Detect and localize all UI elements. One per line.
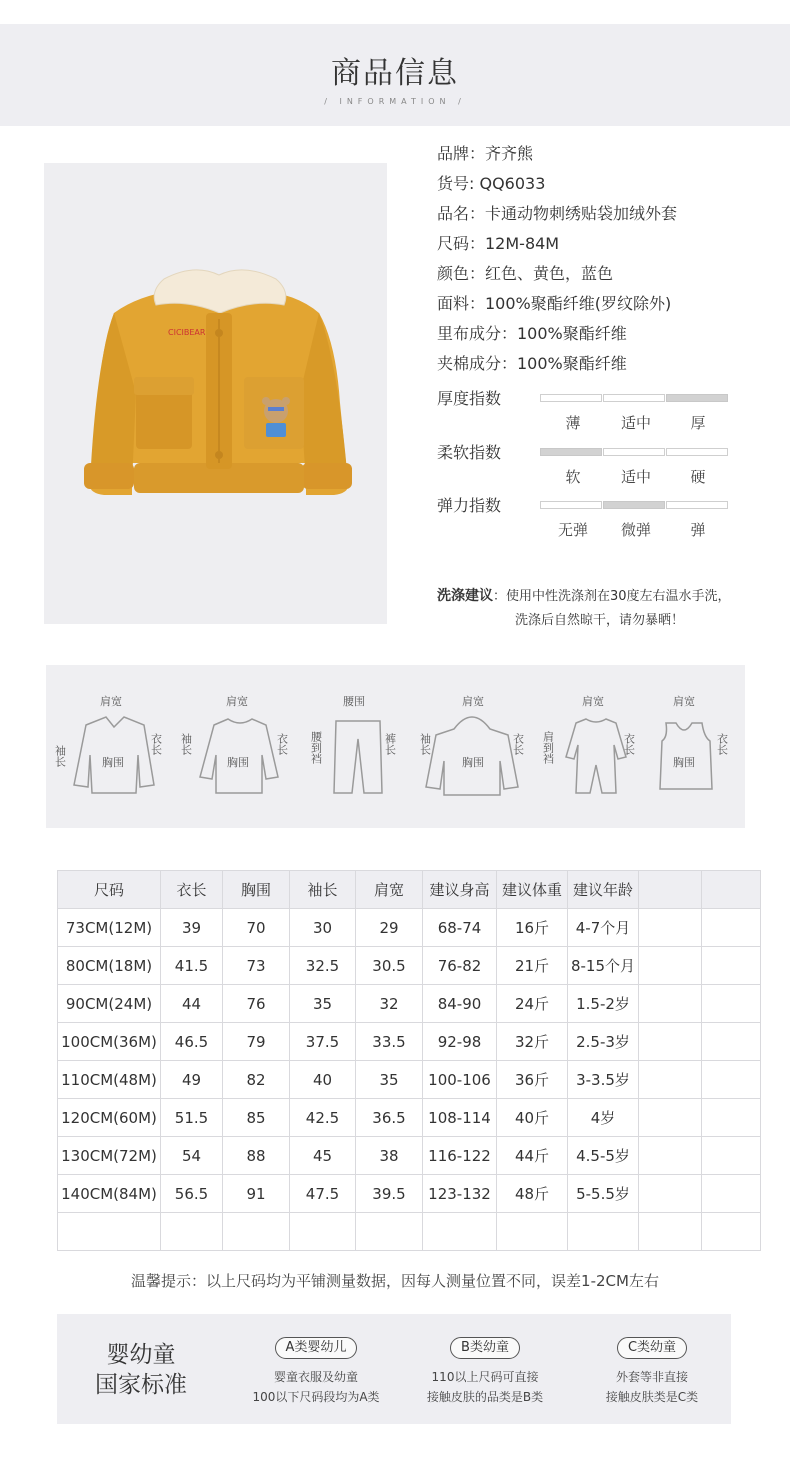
table-cell: 130CM(72M) xyxy=(58,1137,161,1175)
table-header-row xyxy=(58,871,761,909)
table-cell: 88 xyxy=(223,1137,290,1175)
standard-title-line1: 婴幼童 xyxy=(106,1342,176,1368)
washing-line2: 洗涤后自然晾干，请勿暴晒！ xyxy=(515,613,685,628)
label-length: 衣长 xyxy=(275,733,289,755)
table-cell: 37.5 xyxy=(290,1023,356,1061)
table-cell: 56.5 xyxy=(161,1175,223,1213)
table-cell xyxy=(639,1175,702,1213)
table-cell: 36斤 xyxy=(497,1061,568,1099)
class-desc-line2: 接触皮肤的品类是B类 xyxy=(426,1390,544,1404)
table-cell xyxy=(58,1213,161,1251)
info-padding: 夹棉成分：100%聚酯纤维 xyxy=(437,354,627,373)
table-cell: 100CM(36M) xyxy=(58,1023,161,1061)
index-bar xyxy=(540,501,602,509)
info-size: 尺码：12M-84M xyxy=(437,234,560,253)
table-cell: 46.5 xyxy=(161,1023,223,1061)
label-shoulder: 肩宽 xyxy=(462,695,484,708)
table-cell: 16斤 xyxy=(497,909,568,947)
label-waist-to-crotch: 腰到裆 xyxy=(309,731,323,764)
table-cell xyxy=(639,985,702,1023)
table-cell xyxy=(702,1099,761,1137)
index-option: 厚 xyxy=(690,414,706,432)
index-bar xyxy=(603,394,665,402)
table-cell: 79 xyxy=(223,1023,290,1061)
class-b xyxy=(400,1336,570,1407)
info-fabric: 面料：100%聚酯纤维(罗纹除外) xyxy=(437,294,672,313)
class-desc-line1: 婴童衣服及幼童 xyxy=(273,1370,358,1384)
table-cell: 4.5-5岁 xyxy=(568,1137,639,1175)
table-cell xyxy=(639,1213,702,1251)
index-option: 适中 xyxy=(620,468,651,486)
table-cell: 108-114 xyxy=(423,1099,497,1137)
table-cell: 68-74 xyxy=(423,909,497,947)
table-row xyxy=(58,1023,761,1061)
washing-advice xyxy=(437,584,777,633)
label-sleeve: 袖长 xyxy=(418,733,432,755)
product-info-list xyxy=(437,143,677,383)
table-header-cell: 建议身高 xyxy=(423,871,497,909)
table-row xyxy=(58,1213,761,1251)
index-option: 薄 xyxy=(565,414,581,432)
table-cell: 45 xyxy=(290,1137,356,1175)
table-cell: 24斤 xyxy=(497,985,568,1023)
table-cell: 70 xyxy=(223,909,290,947)
washing-key: 洗涤建议 xyxy=(437,588,493,604)
table-cell: 48斤 xyxy=(497,1175,568,1213)
table-cell: 8-15个月 xyxy=(568,947,639,985)
table-cell: 73 xyxy=(223,947,290,985)
table-cell xyxy=(702,1023,761,1061)
table-cell: 32斤 xyxy=(497,1023,568,1061)
table-cell xyxy=(223,1213,290,1251)
table-row xyxy=(58,1137,761,1175)
table-cell: 90CM(24M) xyxy=(58,985,161,1023)
table-cell xyxy=(423,1213,497,1251)
index-option: 软 xyxy=(565,468,581,486)
label-length: 衣长 xyxy=(622,733,636,755)
table-cell xyxy=(702,985,761,1023)
table-cell xyxy=(161,1213,223,1251)
table-cell: 4-7个月 xyxy=(568,909,639,947)
index-option: 硬 xyxy=(690,468,706,486)
label-shoulder: 肩宽 xyxy=(226,695,248,708)
table-cell xyxy=(639,1099,702,1137)
table-cell: 100-106 xyxy=(423,1061,497,1099)
index-bar xyxy=(666,448,728,456)
label-waist: 腰围 xyxy=(343,695,365,708)
table-cell xyxy=(639,909,702,947)
table-cell xyxy=(639,1137,702,1175)
table-header-cell: 衣长 xyxy=(161,871,223,909)
class-c xyxy=(567,1336,737,1407)
table-cell: 1.5-2岁 xyxy=(568,985,639,1023)
class-badge: C类幼童 xyxy=(617,1337,687,1359)
label-length: 衣长 xyxy=(149,733,163,755)
index-option: 微弹 xyxy=(620,521,651,539)
table-cell xyxy=(639,947,702,985)
table-header-cell: 胸围 xyxy=(223,871,290,909)
table-cell xyxy=(702,909,761,947)
measurement-diagram xyxy=(46,665,745,828)
label-pants-length: 裤长 xyxy=(383,733,397,755)
index-option: 弹 xyxy=(690,521,706,539)
table-cell: 32.5 xyxy=(290,947,356,985)
table-cell: 110CM(48M) xyxy=(58,1061,161,1099)
table-cell: 123-132 xyxy=(423,1175,497,1213)
table-cell: 73CM(12M) xyxy=(58,909,161,947)
table-cell: 76-82 xyxy=(423,947,497,985)
label-shoulder: 肩宽 xyxy=(582,695,604,708)
section-subtitle: / INFORMATION / xyxy=(324,97,466,106)
table-cell: 4岁 xyxy=(568,1099,639,1137)
table-header-cell: 建议年龄 xyxy=(568,871,639,909)
table-cell: 54 xyxy=(161,1137,223,1175)
table-cell xyxy=(568,1213,639,1251)
class-badge: B类幼童 xyxy=(450,1337,520,1359)
table-cell: 32 xyxy=(356,985,423,1023)
table-cell xyxy=(639,1023,702,1061)
size-table xyxy=(57,870,761,1251)
table-cell: 44斤 xyxy=(497,1137,568,1175)
table-cell: 82 xyxy=(223,1061,290,1099)
table-cell: 76 xyxy=(223,985,290,1023)
index-option: 适中 xyxy=(620,414,651,432)
table-cell xyxy=(639,1061,702,1099)
index-bar-selected xyxy=(603,501,665,509)
table-cell xyxy=(702,1175,761,1213)
table-cell xyxy=(702,1137,761,1175)
index-bar xyxy=(603,448,665,456)
class-badge: A类婴幼儿 xyxy=(275,1337,358,1359)
table-cell: 85 xyxy=(223,1099,290,1137)
class-desc-line2: 100以下尺码段均为A类 xyxy=(252,1390,380,1404)
table-cell: 29 xyxy=(356,909,423,947)
info-brand: 品牌：齐齐熊 xyxy=(437,144,534,163)
section-header xyxy=(0,24,790,126)
washing-line1: ：使用中性洗涤剂在30度左右温水手洗， xyxy=(493,589,731,604)
table-cell: 35 xyxy=(290,985,356,1023)
table-header-cell: 肩宽 xyxy=(356,871,423,909)
table-header-cell xyxy=(702,871,761,909)
product-photo xyxy=(44,163,387,624)
vertical-labels xyxy=(54,730,729,768)
label-sleeve: 袖长 xyxy=(53,745,67,767)
table-header-cell: 袖长 xyxy=(290,871,356,909)
label-shoulder: 肩宽 xyxy=(673,695,695,708)
table-cell: 5-5.5岁 xyxy=(568,1175,639,1213)
garment-outlines xyxy=(74,717,712,795)
table-cell: 116-122 xyxy=(423,1137,497,1175)
table-cell xyxy=(702,947,761,985)
table-cell: 38 xyxy=(356,1137,423,1175)
table-cell xyxy=(290,1213,356,1251)
class-desc-line2: 接触皮肤类是C类 xyxy=(605,1390,699,1404)
table-row xyxy=(58,947,761,985)
class-desc-line1: 110以上尺码可直接 xyxy=(431,1370,539,1384)
table-cell: 51.5 xyxy=(161,1099,223,1137)
table-cell: 33.5 xyxy=(356,1023,423,1061)
elasticity-index xyxy=(437,493,737,545)
table-header-cell: 尺码 xyxy=(58,871,161,909)
national-standard-band xyxy=(57,1314,731,1424)
info-name: 品名：卡通动物刺绣贴袋加绒外套 xyxy=(437,204,678,223)
label-shoulder-to-crotch: 肩到裆 xyxy=(541,731,555,764)
embroidery-text: CICIBEAR xyxy=(168,328,206,337)
index-bar xyxy=(540,394,602,402)
thickness-index xyxy=(437,386,737,438)
info-color: 颜色：红色、黄色，蓝色 xyxy=(437,264,614,283)
label-chest: 胸围 xyxy=(102,756,124,769)
index-label: 厚度指数 xyxy=(437,389,502,408)
table-cell: 47.5 xyxy=(290,1175,356,1213)
standard-title-line2: 国家标准 xyxy=(95,1372,187,1398)
table-row xyxy=(58,1099,761,1137)
measurement-tip: 温馨提示：以上尺码均为平铺测量数据，因每人测量位置不同，误差1-2CM左右 xyxy=(131,1272,659,1290)
table-cell: 80CM(18M) xyxy=(58,947,161,985)
table-cell: 3-3.5岁 xyxy=(568,1061,639,1099)
index-label: 弹力指数 xyxy=(437,496,502,515)
softness-index xyxy=(437,440,737,492)
label-shoulder: 肩宽 xyxy=(100,695,122,708)
table-cell: 30.5 xyxy=(356,947,423,985)
table-header-cell xyxy=(639,871,702,909)
index-label: 柔软指数 xyxy=(437,443,502,462)
label-length: 衣长 xyxy=(511,733,525,755)
table-row xyxy=(58,1061,761,1099)
table-cell: 21斤 xyxy=(497,947,568,985)
index-bar-selected xyxy=(666,394,728,402)
table-cell: 39.5 xyxy=(356,1175,423,1213)
section-title: 商品信息 xyxy=(331,56,459,91)
label-chest: 胸围 xyxy=(462,756,484,769)
table-cell: 40斤 xyxy=(497,1099,568,1137)
table-cell xyxy=(497,1213,568,1251)
label-chest: 胸围 xyxy=(673,756,695,769)
table-cell: 40 xyxy=(290,1061,356,1099)
table-cell xyxy=(702,1213,761,1251)
table-cell: 140CM(84M) xyxy=(58,1175,161,1213)
standard-title xyxy=(81,1340,201,1400)
info-lining: 里布成分：100%聚酯纤维 xyxy=(437,324,627,343)
table-cell: 91 xyxy=(223,1175,290,1213)
label-sleeve: 袖长 xyxy=(179,733,193,755)
class-a xyxy=(231,1336,401,1407)
table-row xyxy=(58,985,761,1023)
label-length: 衣长 xyxy=(715,733,729,755)
table-cell: 41.5 xyxy=(161,947,223,985)
table-cell xyxy=(702,1061,761,1099)
table-cell: 84-90 xyxy=(423,985,497,1023)
table-header-cell: 建议体重 xyxy=(497,871,568,909)
index-option: 无弹 xyxy=(557,521,588,539)
table-cell: 120CM(60M) xyxy=(58,1099,161,1137)
table-cell: 39 xyxy=(161,909,223,947)
table-cell: 44 xyxy=(161,985,223,1023)
table-row xyxy=(58,1175,761,1213)
table-row xyxy=(58,909,761,947)
table-cell: 30 xyxy=(290,909,356,947)
table-cell: 35 xyxy=(356,1061,423,1099)
index-bar-selected xyxy=(540,448,602,456)
index-bar xyxy=(666,501,728,509)
label-chest: 胸围 xyxy=(227,756,249,769)
jacket-illustration xyxy=(44,163,387,624)
class-desc-line1: 外套等非直接 xyxy=(615,1370,688,1384)
table-cell: 2.5-3岁 xyxy=(568,1023,639,1061)
info-sku: 货号: QQ6033 xyxy=(437,174,546,193)
table-cell xyxy=(356,1213,423,1251)
table-cell: 92-98 xyxy=(423,1023,497,1061)
table-cell: 42.5 xyxy=(290,1099,356,1137)
table-cell: 49 xyxy=(161,1061,223,1099)
table-cell: 36.5 xyxy=(356,1099,423,1137)
